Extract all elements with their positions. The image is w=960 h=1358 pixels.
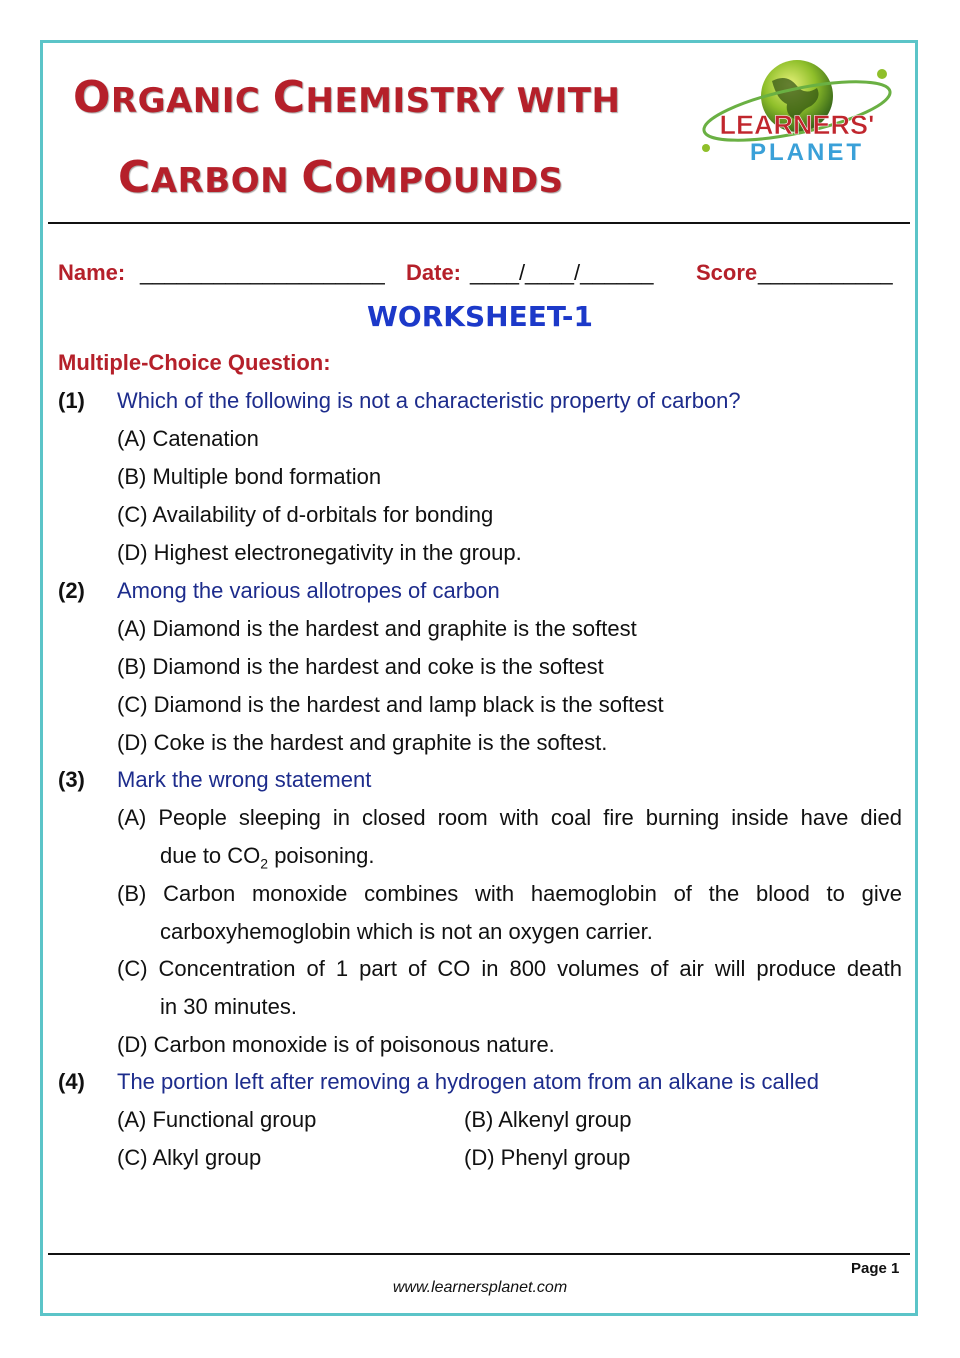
option-continuation: carboxyhemoglobin which is not an oxygen carrier. bbox=[160, 919, 653, 944]
question-text: The portion left after removing a hydrogen atom from an alkane is called bbox=[117, 1069, 819, 1094]
question-text: Mark the wrong statement bbox=[117, 767, 372, 792]
option-continuation: in 30 minutes. bbox=[160, 994, 297, 1019]
option-item: (B) Diamond is the hardest and coke is the softest bbox=[117, 654, 604, 679]
title-line-1: ORGANIC CHEMISTRY WITH bbox=[73, 72, 621, 123]
option-item: (C) Availability of d-orbitals for bonding bbox=[117, 502, 494, 527]
question-text: Which of the following is not a characteristic property of carbon? bbox=[117, 388, 741, 413]
option-item: (A) Functional group bbox=[117, 1107, 317, 1132]
footer-divider bbox=[48, 1253, 910, 1255]
score-label: Score bbox=[696, 260, 758, 285]
logo-text-2: PLANET bbox=[750, 139, 864, 166]
option-item: (B) Multiple bond formation bbox=[117, 464, 382, 489]
option-item: (C) Diamond is the hardest and lamp black is the softest bbox=[117, 692, 664, 717]
option-item: (D) Carbon monoxide is of poisonous nature. bbox=[117, 1032, 555, 1057]
date-label: Date: bbox=[406, 260, 462, 285]
worksheet-title: WORKSHEET-1 bbox=[367, 300, 593, 333]
option-item: (C) Concentration of 1 part of CO in 800 volumes of air will produce death bbox=[117, 956, 902, 981]
title-line-2: CARBON COMPOUNDS bbox=[118, 152, 564, 203]
question-number: (4) bbox=[58, 1069, 85, 1094]
name-label: Name: bbox=[58, 260, 126, 285]
option-item: (A) Catenation bbox=[117, 426, 259, 451]
option-item: (D) Highest electronegativity in the group. bbox=[117, 540, 522, 565]
header-divider bbox=[48, 222, 910, 224]
question-number: (2) bbox=[58, 578, 85, 603]
option-item: (B) Alkenyl group bbox=[464, 1107, 632, 1132]
name-field[interactable]: ____________________ bbox=[140, 260, 385, 285]
option-item: (A) Diamond is the hardest and graphite is the softest bbox=[117, 616, 637, 641]
option-item: (D) Coke is the hardest and graphite is the softest. bbox=[117, 730, 608, 755]
logo-text-1: LEARNERS' bbox=[719, 110, 875, 140]
option-item: (B) Carbon monoxide combines with haemoglobin of the blood to give bbox=[117, 881, 902, 906]
question-text: Among the various allotropes of carbon bbox=[117, 578, 500, 603]
learners-planet-logo bbox=[692, 56, 902, 171]
option-item: (A) People sleeping in closed room with coal fire burning inside have died bbox=[117, 805, 902, 830]
website-link[interactable]: www.learnersplanet.com bbox=[392, 1279, 568, 1296]
section-heading: Multiple-Choice Question: bbox=[58, 350, 331, 375]
score-field[interactable]: ___________ bbox=[758, 260, 893, 285]
question-number: (3) bbox=[58, 767, 85, 792]
option-continuation: due to $CO_2$ poisoning. bbox=[160, 843, 375, 872]
question-number: (1) bbox=[58, 388, 85, 413]
page-number: Page 1 bbox=[851, 1260, 900, 1277]
date-field[interactable]: ____/____/______ bbox=[470, 260, 654, 285]
option-item: (C) Alkyl group bbox=[117, 1145, 262, 1170]
option-item: (D) Phenyl group bbox=[464, 1145, 631, 1170]
